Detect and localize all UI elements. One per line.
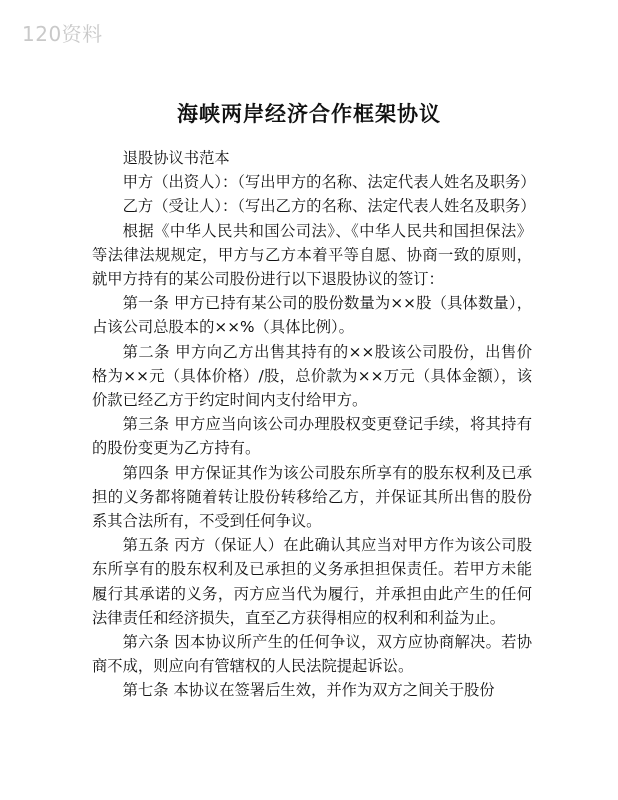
- article-3-paragraph: 第三条 甲方应当向该公司办理股权变更登记手续，将其持有的股份变更为乙方持有。: [92, 415, 532, 458]
- watermark-text: 120资料: [22, 22, 103, 46]
- article-6-paragraph: 第六条 因本协议所产生的任何争议，双方应协商解决。若协商不成，则应向有管辖权的人民法院提起诉讼。: [92, 633, 532, 676]
- article-7-paragraph: 第七条 本协议在签署后生效，并作为双方之间关于股份: [122, 681, 495, 700]
- subtitle-paragraph: 退股协议书范本: [122, 149, 230, 167]
- party-a-paragraph: 甲方（出资人）：（写出甲方的名称、法定代表人姓名及职务）: [122, 173, 536, 192]
- article-4-paragraph: 第四条 甲方保证其作为该公司股东所享有的股东权利及已承担的义务都将随着转让股份转移给乙方，并保证其所出售的股份系其合法所有，不受到任何争议。: [92, 463, 532, 531]
- document-body: [92, 146, 536, 703]
- article-5-paragraph: 第五条 丙方（保证人）在此确认其应当对甲方作为该公司股东所享有的股东权利及已承担的义务承担担保责任。若甲方未能履行其承诺的义务，丙方应当代为履行，并承担由此产生的任何法律责任和经济损失，直至乙方获得相应的权利和利益为止。: [92, 536, 532, 627]
- article-2-paragraph: 第二条 甲方向乙方出售其持有的××股该公司股份，出售价格为××元（具体价格）/股，总价款为××万元（具体金额），该价款已经乙方于约定时间内支付给甲方。: [92, 342, 532, 410]
- article-1-paragraph: 第一条 甲方已持有某公司的股份数量为××股（具体数量），占该公司总股本的××%（具体比例）。: [92, 294, 532, 337]
- party-b-paragraph: 乙方（受让人）：（写出乙方的名称、法定代表人姓名及职务）: [122, 197, 536, 216]
- preamble-paragraph: 根据《中华人民共和国公司法》、《中华人民共和国担保法》等法律法规规定，甲方与乙方本着平等自愿、协商一致的原则，就甲方持有的某公司股份进行以下退股协议的签订：: [92, 221, 532, 289]
- document-title: 海峡两岸经济合作框架协议: [177, 101, 441, 126]
